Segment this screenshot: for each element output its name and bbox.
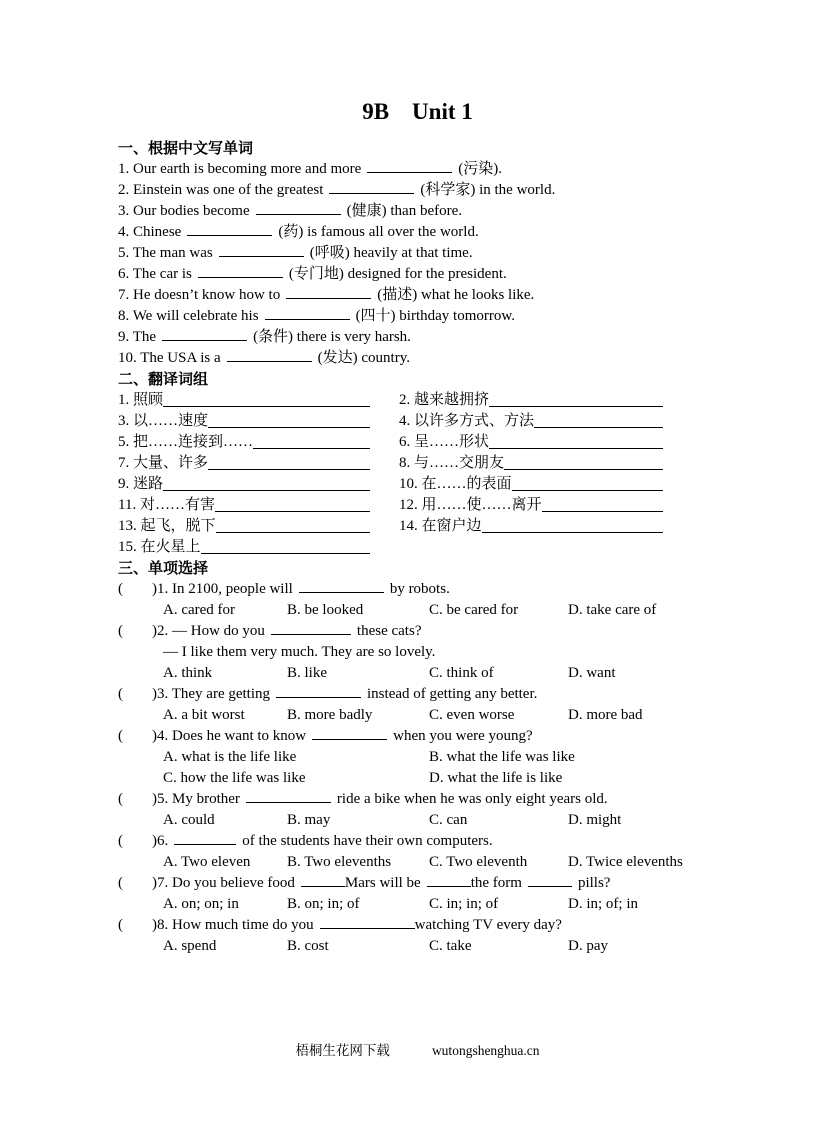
option-d: D. Twice elevenths	[568, 854, 683, 870]
phrase-label: 2. 越来越拥挤	[399, 392, 490, 408]
answer-blank	[201, 537, 370, 554]
vocab-item-text: 5. The man was	[118, 245, 213, 261]
answer-blank	[208, 453, 370, 470]
phrase-label: 8. 与……交朋友	[399, 455, 505, 471]
mcq-stem-text: )8. How much time do you	[152, 917, 314, 933]
mcq-stem-text: pills?	[577, 875, 611, 891]
answer-blank	[215, 495, 370, 512]
mcq-stem	[118, 579, 717, 600]
answer-blank	[504, 453, 663, 470]
answer-blank	[528, 886, 572, 887]
option-a: A. cared for	[163, 602, 236, 618]
phrase-label: 7. 大量、许多	[118, 455, 209, 471]
phrase-label: 6. 呈……形状	[399, 434, 490, 450]
answer-paren: (	[118, 833, 123, 849]
mcq-stem-text: of the students have their own computers.	[242, 833, 493, 849]
mcq-stem-text: )5. My brother	[152, 791, 240, 807]
answer-blank	[246, 802, 331, 803]
phrase-label: 3. 以……速度	[118, 413, 209, 429]
answer-blank	[320, 928, 415, 929]
phrase-item	[399, 516, 663, 537]
vocab-item-hint: (发达) country.	[317, 350, 410, 366]
mcq-stem-text: by robots.	[389, 581, 450, 597]
mcq-stem	[118, 789, 717, 810]
answer-blank	[542, 495, 663, 512]
answer-blank	[271, 634, 351, 635]
option-b: B. what the life was like	[429, 749, 575, 765]
vocab-item-hint: (呼吸) heavily at that time.	[309, 245, 473, 261]
answer-paren: (	[118, 623, 123, 639]
mcq-options	[163, 936, 717, 957]
phrase-label: 9. 迷路	[118, 476, 164, 492]
section-vocab-heading: 一、根据中文写单词	[118, 140, 254, 157]
mcq-dialogue-line: — I like them very much. They are so lovely.	[163, 644, 436, 660]
phrase-item	[118, 495, 370, 516]
phrase-item	[399, 453, 663, 474]
vocab-item	[118, 243, 717, 264]
phrase-item	[118, 516, 370, 537]
page-title: 9B Unit 1	[362, 99, 473, 124]
vocab-item	[118, 348, 717, 369]
phrase-item	[118, 432, 370, 453]
vocab-item-text: 4. Chinese	[118, 224, 182, 240]
mcq-stem	[118, 873, 717, 894]
option-c: C. take	[429, 938, 472, 954]
answer-blank	[299, 592, 384, 593]
option-b: B. Two elevenths	[287, 854, 392, 870]
phrase-item	[399, 474, 663, 495]
answer-blank	[301, 886, 345, 887]
option-b: B. cost	[287, 938, 329, 954]
phrase-label: 14. 在窗户边	[399, 518, 482, 534]
option-b: B. more badly	[287, 707, 373, 723]
vocab-item-text: 2. Einstein was one of the greatest	[118, 182, 324, 198]
answer-blank	[174, 844, 236, 845]
option-c: C. in; in; of	[429, 896, 499, 912]
phrase-label: 4. 以许多方式、方法	[399, 413, 535, 429]
mcq-stem-text: Mars will be	[344, 875, 421, 891]
phrase-label: 12. 用……使……离开	[399, 497, 542, 513]
option-a: A. spend	[163, 938, 217, 954]
option-c: C. can	[429, 812, 468, 828]
option-b: B. like	[287, 665, 327, 681]
mcq-stem	[118, 915, 717, 936]
option-c: C. think of	[429, 665, 494, 681]
answer-blank	[253, 432, 370, 449]
vocab-item-text: 9. The	[118, 329, 157, 345]
vocab-item	[118, 327, 717, 348]
answer-blank	[162, 340, 247, 341]
phrase-label: 13. 起飞，脱下	[118, 518, 216, 534]
vocab-item	[118, 264, 717, 285]
option-d: D. more bad	[568, 707, 643, 723]
mcq-stem	[118, 831, 717, 852]
option-c: C. how the life was like	[163, 770, 306, 786]
phrase-item	[118, 537, 370, 558]
phrase-item	[118, 390, 370, 411]
vocab-item-text: 10. The USA is a	[118, 350, 221, 366]
vocab-item-text: 8. We will celebrate his	[118, 308, 259, 324]
option-d: D. want	[568, 665, 616, 681]
option-a: A. on; on; in	[163, 896, 239, 912]
answer-blank	[163, 474, 370, 491]
mcq-options	[163, 600, 717, 621]
phrase-label: 5. 把……连接到……	[118, 434, 254, 450]
phrase-label: 10. 在……的表面	[399, 476, 512, 492]
phrase-label: 15. 在火星上	[118, 539, 201, 555]
mcq-stem-text: when you were young?	[393, 728, 533, 744]
answer-blank	[276, 697, 361, 698]
mcq-options	[163, 894, 717, 915]
vocab-item-hint: (污染).	[458, 161, 503, 177]
mcq-stem	[118, 726, 717, 747]
answer-blank	[208, 411, 370, 428]
footer-site-url: wutongshenghua.cn	[431, 1043, 540, 1058]
vocab-item-text: 1. Our earth is becoming more and more	[118, 161, 362, 177]
mcq-stem-text: the form	[470, 875, 522, 891]
mcq-stem-text: these cats?	[356, 623, 422, 639]
option-c: C. Two eleventh	[429, 854, 528, 870]
option-a: A. Two eleven	[163, 854, 251, 870]
answer-blank	[216, 516, 370, 533]
vocab-item-hint: (专门地) designed for the president.	[288, 266, 507, 282]
answer-blank	[367, 172, 452, 173]
vocab-item-hint: (健康) than before.	[346, 203, 463, 219]
phrase-item	[399, 432, 663, 453]
answer-blank	[329, 193, 414, 194]
mcq-stem-text: )1. In 2100, people will	[152, 581, 293, 597]
option-d: D. pay	[568, 938, 608, 954]
vocab-item	[118, 285, 717, 306]
phrase-label: 1. 照顾	[118, 392, 164, 408]
answer-blank	[482, 516, 663, 533]
mcq-stem-text: )7. Do you believe food	[152, 875, 295, 891]
answer-blank	[265, 319, 350, 320]
answer-blank	[219, 256, 304, 257]
option-d: D. might	[568, 812, 622, 828]
option-a: A. think	[163, 665, 213, 681]
vocab-item-text: 3. Our bodies become	[118, 203, 250, 219]
mcq-options	[163, 768, 717, 789]
vocab-item-hint: (描述) what he looks like.	[377, 287, 535, 303]
phrase-item	[118, 411, 370, 432]
option-a: A. what is the life like	[163, 749, 297, 765]
mcq-options	[163, 852, 717, 873]
option-b: B. be looked	[287, 602, 364, 618]
answer-paren: (	[118, 875, 123, 891]
vocab-item-text: 6. The car is	[118, 266, 192, 282]
mcq-options	[163, 705, 717, 726]
option-a: A. could	[163, 812, 215, 828]
answer-blank	[512, 474, 663, 491]
phrase-item	[399, 411, 663, 432]
vocab-item	[118, 180, 717, 201]
mcq-stem	[118, 684, 717, 705]
vocab-item	[118, 201, 717, 222]
vocab-item-hint: (药) is famous all over the world.	[278, 224, 479, 240]
answer-blank	[187, 235, 272, 236]
answer-blank	[256, 214, 341, 215]
mcq-stem-text: ride a bike when he was only eight years old.	[336, 791, 608, 807]
option-c: C. be cared for	[429, 602, 519, 618]
vocab-item-text: 7. He doesn’t know how to	[118, 287, 281, 303]
answer-paren: (	[118, 917, 123, 933]
phrase-grid-empty-cell	[399, 537, 663, 558]
answer-blank	[427, 886, 471, 887]
answer-paren: (	[118, 728, 123, 744]
section-choice-heading: 三、单项选择	[118, 560, 209, 577]
answer-blank	[489, 432, 663, 449]
option-d: D. in; of; in	[568, 896, 638, 912]
answer-blank	[534, 411, 663, 428]
page-footer	[118, 1042, 717, 1060]
phrase-label: 11. 对……有害	[118, 497, 215, 513]
phrase-item	[399, 495, 663, 516]
phrase-item	[118, 453, 370, 474]
mcq-stem-text: )4. Does he want to know	[152, 728, 307, 744]
mcq-options	[163, 810, 717, 831]
mcq-stem	[118, 621, 717, 642]
option-b: B. may	[287, 812, 331, 828]
mcq-stem-text: instead of getting any better.	[367, 686, 538, 702]
option-d: D. take care of	[568, 602, 657, 618]
answer-blank	[489, 390, 663, 407]
phrase-grid	[118, 390, 717, 558]
answer-blank	[227, 361, 312, 362]
footer-site-name: 梧桐生花网下载	[295, 1043, 390, 1058]
mcq-stem-text: watching TV every day?	[414, 917, 562, 933]
option-c: C. even worse	[429, 707, 515, 723]
mcq-stem-text: )6.	[152, 833, 169, 849]
answer-blank	[312, 739, 387, 740]
answer-blank	[198, 277, 283, 278]
vocab-item-hint: (科学家) in the world.	[420, 182, 556, 198]
mcq-options	[163, 663, 717, 684]
answer-paren: (	[118, 791, 123, 807]
vocab-item	[118, 222, 717, 243]
vocab-item	[118, 306, 717, 327]
phrase-item	[399, 390, 663, 411]
answer-blank	[163, 390, 370, 407]
section-phrases-heading: 二、翻译词组	[118, 371, 209, 388]
mcq-stem-text: )3. They are getting	[152, 686, 271, 702]
answer-paren: (	[118, 686, 123, 702]
vocab-item-hint: (四十) birthday tomorrow.	[355, 308, 515, 324]
vocab-item	[118, 159, 717, 180]
answer-paren: (	[118, 581, 123, 597]
mcq-stem-text: )2. — How do you	[152, 623, 265, 639]
mcq-options	[163, 747, 717, 768]
vocab-item-hint: (条件) there is very harsh.	[253, 329, 411, 345]
option-d: D. what the life is like	[429, 770, 563, 786]
option-b: B. on; in; of	[287, 896, 360, 912]
option-a: A. a bit worst	[163, 707, 245, 723]
answer-blank	[286, 298, 371, 299]
phrase-item	[118, 474, 370, 495]
